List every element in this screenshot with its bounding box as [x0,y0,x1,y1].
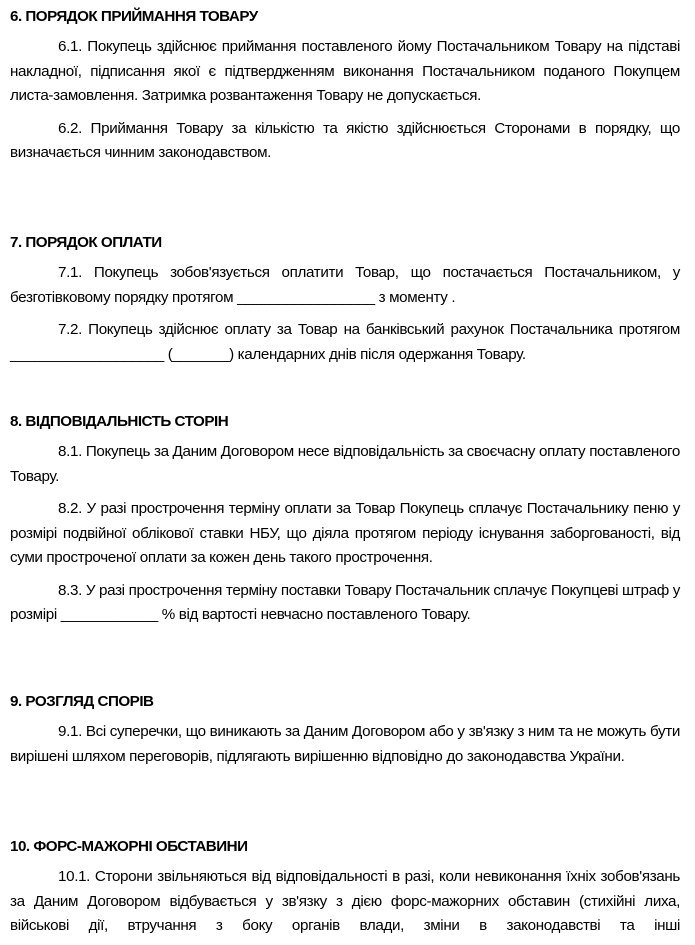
section-8 [10,412,680,628]
clause-7-1: 7.1. Покупець зобов'язується оплатити Товар, що постачається Постачальником, у безготівковому порядку протягом _________________ з моменту . [10,264,680,306]
clause-9-1: 9.1. Всі суперечки, що виникають за Даним Договором або у зв'язку з ним та не можуть бути вирішені шляхом переговорів, підлягають вирішенню відповідно до законодавства України. [10,723,680,765]
section-heading: 9. РОЗГЛЯД СПОРІВ [10,693,154,710]
clause-10-1: 10.1. Сторони звільняються від відповідальності в разі, коли невиконання їхніх зобов'язань за Даним Договором відбувається у зв'язку з дією форс-мажорних обставин (стихійні лиха, військові дії, втручання з боку органів влади, зміни в законодавстві та інші [10,868,680,934]
clause-6-1: 6.1. Покупець здійснює приймання поставленого йому Постачальником Товару на підставі накладної, підписання якої є підтвердженням виконання Постачальником поданого Покупцем листа-замовлення. Затримка розвантаження Товару не допускається. [10,38,680,104]
section-6 [10,7,680,166]
section-9 [10,692,680,769]
clause-8-3: 8.3. У разі прострочення терміну поставки Товару Постачальник сплачує Покупцеві штраф у розмірі ____________ % від вартості невчасно поставленого Товару. [10,581,680,623]
clause-8-1: 8.1. Покупець за Даним Договором несе відповідальність за своєчасну оплату поставленого Товару. [10,443,680,485]
section-7 [10,233,680,367]
section-heading: 10. ФОРС-МАЖОРНІ ОБСТАВИНИ [10,838,248,855]
section-heading: 8. ВІДПОВІДАЛЬНІСТЬ СТОРІН [10,413,229,430]
section-10 [10,837,680,939]
clause-7-2: 7.2. Покупець здійснює оплату за Товар на банківський рахунок Постачальника протягом ___________________ (_______) календарних днів після одержання Товару. [10,321,680,363]
clause-6-2: 6.2. Приймання Товару за кількістю та якістю здійснюється Сторонами в порядку, що визначається чинним законодавством. [10,119,680,161]
section-heading: 6. ПОРЯДОК ПРИЙМАННЯ ТОВАРУ [10,8,258,25]
clause-8-2: 8.2. У разі прострочення терміну оплати за Товар Покупець сплачує Постачальнику пеню у розмірі подвійної облікової ставки НБУ, що діяла протягом періоду існування заборгованості, від суми простроченої оплати за кожен день такого прострочення. [10,500,680,566]
section-heading: 7. ПОРЯДОК ОПЛАТИ [10,234,162,251]
